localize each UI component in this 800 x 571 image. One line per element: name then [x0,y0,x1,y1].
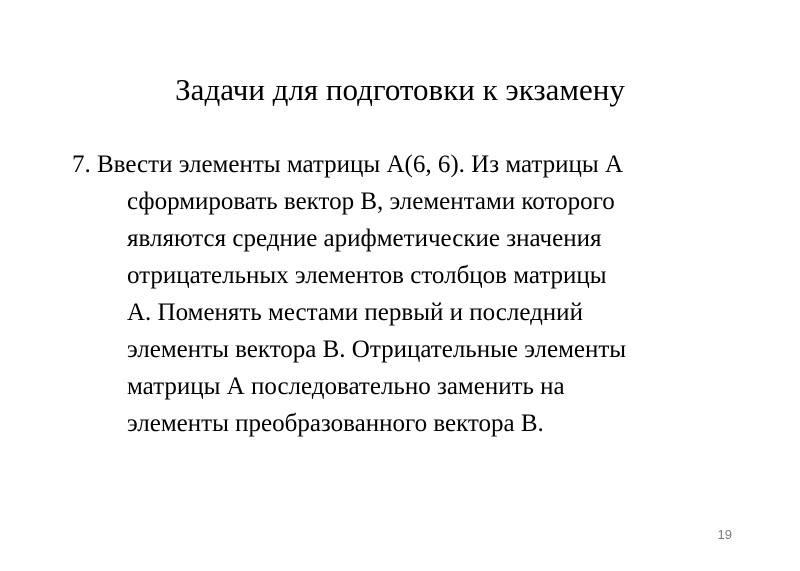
task-line: элементы вектора В. Отрицательные элементы [127,336,627,363]
task-text [72,146,772,442]
task-line: элементы преобразованного вектора В. [127,410,544,437]
task-line: 7. Ввести элементы матрицы А(6, 6). Из матрицы А [72,151,624,178]
task-line: А. Поменять местами первый и последний [127,299,583,326]
task-line: сформировать вектор В, элементами которого [127,188,615,215]
task-line: матрицы А последовательно заменить на [127,373,565,400]
slide-title: Задачи для подготовки к экзамену [175,72,625,107]
task-line: отрицательных элементов столбцов матрицы [127,262,607,289]
task-line: являются средние арифметические значения [127,225,602,252]
page-number: 19 [717,527,732,542]
